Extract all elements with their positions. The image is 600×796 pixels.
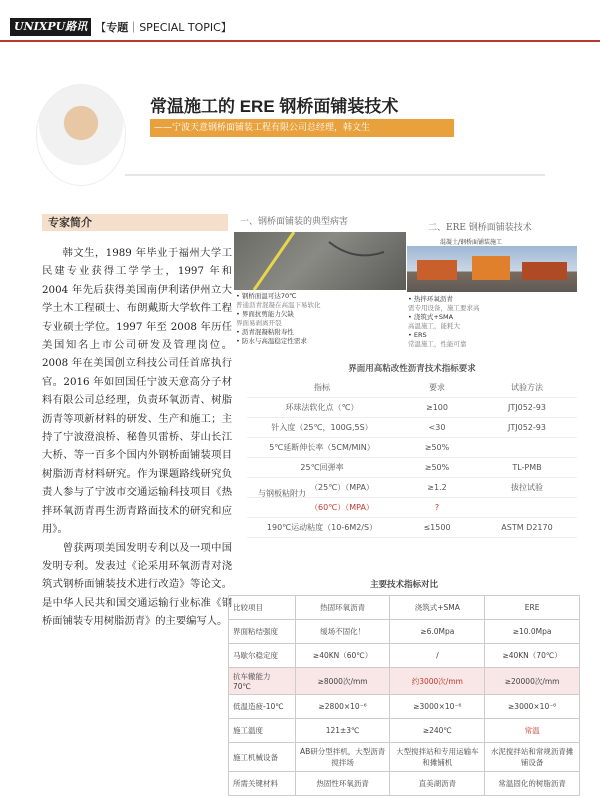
table-row <box>247 458 577 478</box>
left-note-3: • 沥青混凝粘附寿性 <box>236 328 294 336</box>
right-note-2: • 浇筑式+SMA <box>408 313 454 321</box>
table-cell: TL-PMB <box>512 463 542 472</box>
right-note-small-3: 常温施工，性能可靠 <box>408 340 467 348</box>
magazine-logo: UNIXPU路讯 <box>10 18 91 36</box>
left-figure-notes <box>236 292 406 346</box>
table-cell: ? <box>434 503 440 512</box>
table-cell: ≥20000次/mm <box>485 668 580 695</box>
table-cell: ≥10.0Mpa <box>485 620 580 644</box>
table-row <box>229 620 580 644</box>
table-cell: ≥2800×10⁻⁶ <box>295 695 390 719</box>
table-cell: （60℃）（MPA） <box>310 503 374 512</box>
table-cell: JTJ052-93 <box>508 423 546 432</box>
bio-paragraph-2: 曾获两项美国发明专利以及一项中国发明专利。发表过《论采用环氧沥青对浇筑式钢桥面铺装技术进行改造》等论文。是中华人民共和国交通运输行业标准《钢桥面铺装专用树脂沥青》的主要编写人。 <box>42 541 232 628</box>
left-note-1: • 钢桥面温可达70℃ <box>236 292 297 300</box>
table-cell: ≥40KN（60℃） <box>295 644 390 668</box>
left-note-small-1: 普通沥青混凝在高温下易软化 <box>236 301 321 309</box>
table-cell: 大型搅拌站和专用运输车和摊铺机 <box>390 743 485 772</box>
right-note-small-1: 需专用设备，施工要求高 <box>408 304 480 312</box>
table-cell: 针入度（25℃，100G,5S） <box>271 423 373 432</box>
right-note-3: • ERS <box>408 331 427 339</box>
bio-heading: 专家简介 <box>42 214 228 231</box>
table-cell <box>477 438 577 457</box>
table-cell: 环球法软化点（℃） <box>285 403 359 412</box>
table-cell: ≥240℃ <box>390 719 485 743</box>
table-cell: 界面粘结强度 <box>229 620 296 644</box>
table-cell: （25℃）（MPA） <box>310 483 374 492</box>
table-cell: ≥1.2 <box>427 483 447 492</box>
table-cell: ≥6.0Mpa <box>390 620 485 644</box>
construction-photo <box>407 246 577 292</box>
table-cell <box>477 498 577 517</box>
table-row <box>229 772 580 796</box>
right-note-small-2: 高温施工，能耗大 <box>408 322 460 330</box>
right-figure-inner-title: 混凝土/钢桥面铺装施工 <box>440 239 503 246</box>
table-cell: ≥100 <box>426 403 448 412</box>
comparison-table-title: 主要技术指标对比 <box>369 580 438 590</box>
road-damage-photo <box>234 232 406 290</box>
table-cell: ≥50% <box>424 443 450 452</box>
header-cell: 热固环氧沥青 <box>295 596 390 620</box>
table-row <box>229 743 580 772</box>
table-row <box>247 418 577 438</box>
table-cell: 25℃回弹率 <box>300 463 344 472</box>
table-cell: <30 <box>428 423 446 432</box>
author-photo <box>36 84 126 186</box>
table-header-row <box>229 596 580 620</box>
section-label: 【专题｜SPECIAL TOPIC】 <box>95 21 232 34</box>
table-cell: 抗车辙能力 70℃ <box>229 668 296 695</box>
table-header-row <box>247 378 577 398</box>
figure-right-caption: 二、ERE 钢桥面铺装技术 <box>428 223 532 233</box>
header-cell: 指标 <box>314 383 330 392</box>
table-cell: 约3000次/mm <box>390 668 485 695</box>
table-row <box>247 438 577 458</box>
table-cell: 190℃运动粘度（10-6M2/S） <box>266 523 378 532</box>
diagonal-divider <box>125 170 545 180</box>
header-cell: 比较项目 <box>229 596 296 620</box>
table-cell: ≥50% <box>424 463 450 472</box>
section-en: SPECIAL TOPIC <box>139 21 221 34</box>
comparison-table <box>228 578 580 796</box>
article-title: 常温施工的 ERE 钢桥面铺装技术 <box>150 97 399 116</box>
table-cell: 121±3℃ <box>295 719 390 743</box>
table-cell: 所需关键材料 <box>229 772 296 796</box>
table-cell: 施工机械设备 <box>229 743 296 772</box>
header <box>10 18 232 36</box>
table-row <box>229 719 580 743</box>
adhesion-group-label: 与钢板粘附力 <box>258 489 306 498</box>
table-cell: ≥3000×10⁻⁶ <box>485 695 580 719</box>
table-cell: ≥40KN（70℃） <box>485 644 580 668</box>
left-note-2: • 界面抗剪能力欠缺 <box>236 310 294 318</box>
table-row <box>247 398 577 418</box>
right-note-1: • 热拌环氧沥青 <box>408 295 453 303</box>
header-divider <box>0 40 600 42</box>
table-cell: 拔拉试验 <box>511 483 543 492</box>
table-cell: 热固性环氧沥青 <box>295 772 390 796</box>
right-figure-notes <box>408 295 578 349</box>
table-cell: AB研分型拌机，大型沥青搅拌场 <box>295 743 390 772</box>
table-cell: 马歇尔稳定度 <box>229 644 296 668</box>
header-cell: 试验方法 <box>511 383 543 392</box>
table-cell: 常温 <box>485 719 580 743</box>
bio-text <box>42 244 232 631</box>
header-cell: 要求 <box>429 383 445 392</box>
table-cell: JTJ052-93 <box>508 403 546 412</box>
table-row <box>229 668 580 695</box>
table-row <box>247 518 577 538</box>
bio-paragraph-1: 韩文生，1989 年毕业于福州大学工民建专业获得工学学士，1997 年和 2004 年先后获得美国南伊利诺伊州立大学土木工程硕士、布朗戴斯大学软件工程专业硕士学位。1997 年至 2008 年历任美国知名上市公司研发及管理岗位。2008 年在美国创立科技公司任首席执行官。2016 年如回国任宁波天意高分子材料有限公司总经理，负责环氧沥青、树脂沥青等项新材料的研发、生产和施工；主持了宁波澄浪桥、秘鲁贝雷桥、芽山长江大桥、等一百多个国内外钢桥面铺装项目树脂沥青材料研究。作为课题路线研究负责人参与了宁波市交通运输科技项目《热拌环氧沥青再生沥青路面技术的研究和应用》。 <box>42 247 232 536</box>
left-note-small-2: 界面易剥离开裂 <box>236 319 282 327</box>
table-cell: 直美湖沥青 <box>390 772 485 796</box>
table-cell: 低温造疲-10℃ <box>229 695 296 719</box>
table-cell: 缓场不固化！ <box>295 620 390 644</box>
table-cell: ≤1500 <box>423 523 451 532</box>
spec-table <box>247 362 577 538</box>
table-row <box>229 695 580 719</box>
left-note-4: • 防水与高温稳定性需求 <box>236 337 307 345</box>
table-cell: ≥3000×10⁻⁶ <box>390 695 485 719</box>
header-cell: 浇筑式+SMA <box>390 596 485 620</box>
table-cell: 常温固化的树脂沥青 <box>485 772 580 796</box>
spec-table-title: 界面用高粘改性沥青技术指标要求 <box>348 364 476 374</box>
table-cell: 水泥搅拌站和常规沥青摊铺设备 <box>485 743 580 772</box>
table-row <box>229 644 580 668</box>
figure-left-caption: 一、钢桥面铺装的典型病害 <box>240 217 349 227</box>
table-cell: ASTM D2170 <box>501 523 553 532</box>
adhesion-group <box>247 478 577 518</box>
table-row <box>247 498 577 518</box>
table-cell: 施工温度 <box>229 719 296 743</box>
table-cell: 5℃延断伸长率（5CM/MIN） <box>269 443 375 452</box>
header-cell: ERE <box>485 596 580 620</box>
table-cell: / <box>390 644 485 668</box>
table-cell: ≥8000次/mm <box>295 668 390 695</box>
article-subtitle: ——宁波天意钢桥面铺装工程有限公司总经理，韩文生 <box>150 119 454 137</box>
section-cn: 专题 <box>106 21 129 34</box>
